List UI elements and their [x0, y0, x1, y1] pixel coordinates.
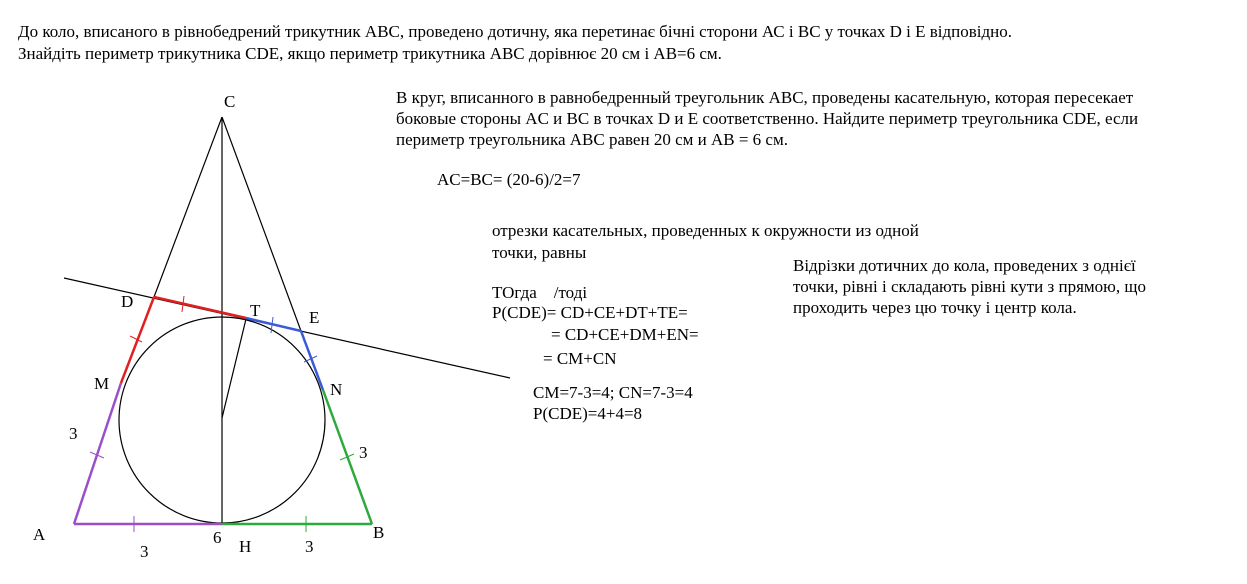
side-bc-upper	[222, 117, 301, 331]
problem-ru-line3: периметр треугольника ABC равен 20 см и AB = 6 см.	[396, 130, 788, 149]
segment-dt	[154, 297, 246, 318]
problem-ru-line1: В круг, вписанного в равнобедренный треугольник ABC, проведены касательную, которая пересекает	[396, 88, 1134, 107]
label-c: C	[224, 92, 236, 111]
label-e: E	[309, 308, 320, 327]
length-bottom-left-3: 3	[140, 542, 149, 561]
problem-ru-line2: боковые стороны AC и BC в точках D и E соответственно. Найдите периметр треугольника CDE, если	[396, 109, 1139, 128]
note-ua-line2: точки, рівні і складають рівні кути з прямою, що	[793, 277, 1146, 296]
solution-p1: P(CDE)= CD+CE+DT+TE=	[492, 303, 688, 322]
solution-ac-bc: AC=BC= (20-6)/2=7	[437, 170, 581, 189]
length-left-3: 3	[69, 424, 78, 443]
label-t: T	[250, 301, 261, 320]
label-n: N	[330, 380, 343, 399]
length-six: 6	[213, 528, 222, 547]
label-a: A	[33, 525, 46, 544]
label-b: B	[373, 523, 385, 542]
segment-en	[301, 331, 323, 390]
problem-ua-line2: Знайдіть периметр трикутника CDE, якщо периметр трикутника АВС дорівнює 20 см і АВ=6 см.	[18, 44, 722, 63]
length-right-3: 3	[359, 443, 368, 462]
label-h: H	[239, 537, 252, 556]
solution-p3: = CM+CN	[543, 349, 617, 368]
solution-p2: = CD+CE+DM+EN=	[551, 325, 699, 344]
solution-cm-cn: CM=7-3=4; CN=7-3=4	[533, 383, 693, 402]
solution-note-ru-2: точки, равны	[492, 243, 587, 262]
label-d: D	[121, 292, 134, 311]
note-ua-line3: проходить через цю точку і центр кола.	[793, 298, 1077, 317]
side-ac-upper	[154, 117, 222, 297]
label-m: M	[94, 374, 110, 393]
solution-togda: ТОгда /тоді	[492, 283, 588, 302]
note-ua-line1: Відрізки дотичних до кола, проведених з однієї	[793, 256, 1136, 275]
radius-ot	[222, 319, 246, 418]
solution-result: P(CDE)=4+4=8	[533, 404, 643, 423]
solution-note-ru-1: отрезки касательных, проведенных к окружности из одной	[492, 221, 919, 240]
problem-ua-line1: До коло, вписаного в рівнобедрений трикутник АВС, проведено дотичну, яка перетинає бічні сторони АС і ВС у точках D і E відповідно.	[18, 22, 1013, 41]
length-bottom-right-3: 3	[305, 537, 314, 556]
segment-am	[74, 383, 121, 524]
